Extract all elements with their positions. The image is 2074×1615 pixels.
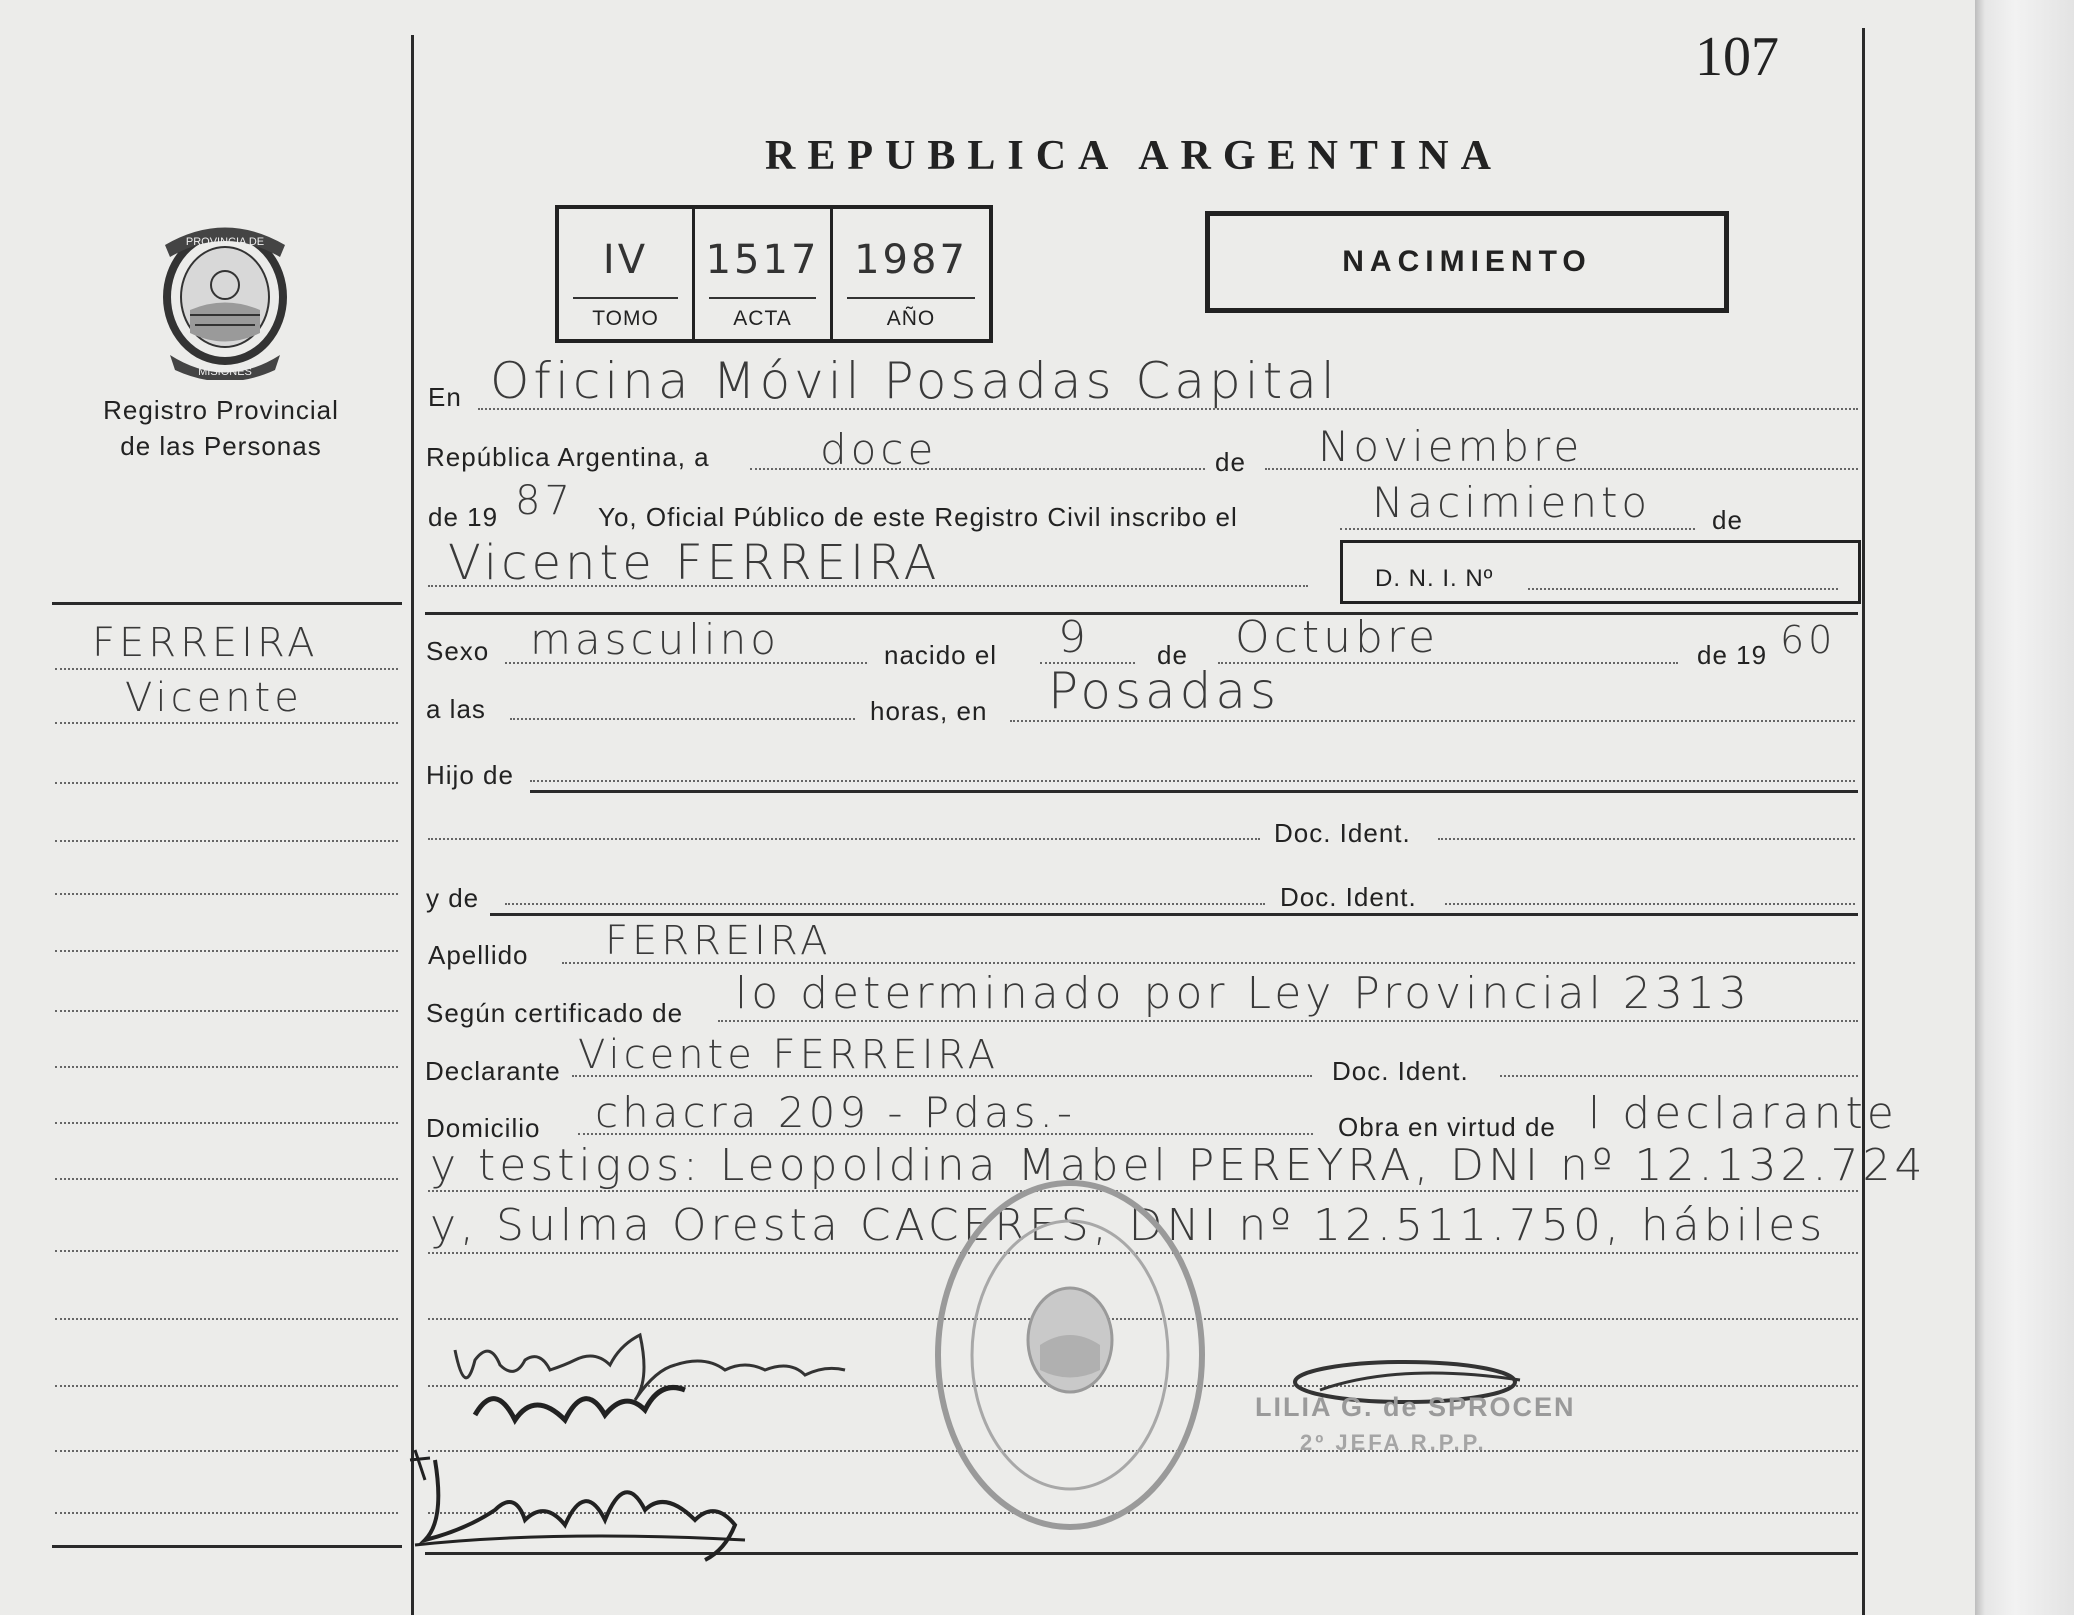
margin-line (55, 1450, 398, 1452)
en-label: En (428, 382, 462, 412)
left-column-rule-bottom (52, 1545, 402, 1548)
yde-label: y de (426, 883, 480, 913)
name-line (428, 585, 1308, 587)
record-box (555, 205, 993, 343)
alas-line (510, 718, 855, 720)
vertical-rule-right (1862, 28, 1865, 1615)
signature-official-icon (405, 1440, 765, 1570)
month-line (1265, 468, 1858, 470)
crest-text-top: PROVINCIA DE (185, 236, 265, 248)
dni-box (1340, 540, 1861, 604)
de2-label: de (1712, 505, 1743, 535)
margin-line (55, 722, 398, 724)
tomo-cell (559, 209, 695, 339)
margin-surname: FERREIRA (92, 620, 319, 666)
margin-line (55, 1385, 398, 1387)
margin-line (55, 782, 398, 784)
registry-name (60, 392, 382, 464)
doc-ident-3-line (1500, 1075, 1858, 1077)
margin-line (55, 840, 398, 842)
margin-line (55, 1250, 398, 1252)
birth-year-value: 60 (1780, 618, 1837, 662)
birth-place: Posadas (1048, 662, 1281, 720)
alas-label: a las (426, 694, 486, 724)
doc-ident-3-label: Doc. Ident. (1332, 1056, 1469, 1086)
registry-line-2: de las Personas (120, 431, 322, 461)
registry-line-1: Registro Provincial (103, 395, 339, 425)
doc-ident-2-line (1445, 903, 1855, 905)
text-line-3: y, Sulma Oresta CACERES, DNI nº 12.511.750, hábiles (430, 1200, 1827, 1251)
margin-line (55, 893, 398, 895)
anio-cell (833, 209, 989, 339)
crest-text-bottom: MISIONES (198, 366, 252, 378)
birth-year-prefix: de 19 (1697, 640, 1768, 670)
day-value: doce (820, 425, 938, 474)
birth-day: 9 (1058, 612, 1090, 663)
sexo-line (505, 662, 867, 664)
margin-line (55, 1010, 398, 1012)
obra-value: l declarante (1588, 1088, 1898, 1139)
form-rule-2 (530, 790, 1858, 793)
provincial-crest-icon (150, 215, 300, 380)
declarante-line (572, 1075, 1312, 1077)
tomo-label: TOMO (592, 307, 659, 330)
yo-text: Yo, Oficial Público de este Registro Civil inscribo el (598, 502, 1238, 532)
vertical-rule-left (411, 35, 414, 1615)
en-value: Oficina Móvil Posadas Capital (490, 352, 1339, 410)
doc-ident-2-label: Doc. Ident. (1280, 882, 1417, 912)
hijo-line (530, 780, 1855, 782)
margin-line (55, 1512, 398, 1514)
margin-line (55, 1318, 398, 1320)
de1-label: de (1215, 447, 1246, 477)
doc-ident-1-line (1438, 838, 1855, 840)
parent1-line (428, 838, 1260, 840)
birth-month: Octubre (1235, 612, 1440, 663)
acta-cell (695, 209, 833, 339)
segun-line (718, 1020, 1858, 1022)
anio-label: AÑO (886, 307, 936, 330)
sexo-value: masculino (530, 615, 780, 664)
tomo-value: IV (602, 237, 649, 283)
domicilio-value: chacra 209 - Pdas.- (595, 1088, 1077, 1137)
obra-label: Obra en virtud de (1338, 1112, 1556, 1142)
official-name: LILIA G. de SPROCEN (1255, 1392, 1576, 1422)
margin-line (55, 668, 398, 670)
margin-line (55, 1122, 398, 1124)
official-title: 2º JEFA R.P.P. (1300, 1430, 1487, 1455)
declarante-value: Vicente FERREIRA (578, 1032, 1000, 1078)
anio-value: 1987 (854, 237, 968, 283)
country-title: REPUBLICA ARGENTINA (765, 133, 1503, 179)
margin-line (55, 1066, 398, 1068)
page-number: 107 (1695, 26, 1779, 88)
domicilio-label: Domicilio (426, 1113, 541, 1143)
republica-label: República Argentina, a (426, 442, 710, 472)
nacido-label: nacido el (884, 640, 998, 670)
segun-value: lo determinado por Ley Provincial 2313 (735, 968, 1751, 1019)
dni-line (1528, 588, 1838, 590)
birth-month-line (1218, 662, 1678, 664)
segun-label: Según certificado de (426, 998, 684, 1028)
form-rule-3 (490, 913, 1858, 916)
margin-line (55, 950, 398, 952)
text-line-2: y testigos: Leopoldina Mabel PEREYRA, DNI nº 12.132.724 (430, 1140, 1927, 1191)
official-stamp-icon (930, 1175, 1220, 1535)
birth-place-line (1010, 720, 1855, 722)
en-line (478, 408, 1858, 410)
apellido-value: FERREIRA (605, 918, 832, 964)
margin-given-name: Vicente (125, 675, 303, 721)
declarante-label: Declarante (425, 1056, 561, 1086)
hijo-label: Hijo de (426, 760, 514, 790)
record-type-box: NACIMIENTO (1205, 211, 1729, 313)
tomo-rule (573, 297, 678, 299)
left-column-rule-top (52, 602, 402, 605)
acta-value: 1517 (705, 237, 820, 283)
de3-label: de (1157, 640, 1188, 670)
horas-label: horas, en (870, 696, 988, 726)
signature-declarant-icon (445, 1320, 865, 1440)
margin-line (55, 1178, 398, 1180)
month-value: Noviembre (1318, 422, 1584, 471)
doc-ident-1-label: Doc. Ident. (1274, 818, 1411, 848)
anio-rule (847, 297, 975, 299)
year-value: 87 (515, 478, 574, 524)
acta-label: ACTA (733, 307, 792, 330)
day-line (750, 468, 1205, 470)
year-prefix: de 19 (428, 502, 499, 532)
inscribo-value: Nacimiento (1372, 478, 1652, 527)
acta-rule (709, 297, 816, 299)
parent2-line (505, 903, 1265, 905)
inscribo-line (1340, 528, 1695, 530)
dni-label: D. N. I. Nº (1375, 565, 1494, 592)
page-edge (1975, 0, 2074, 1615)
sexo-label: Sexo (426, 636, 490, 666)
apellido-label: Apellido (428, 940, 529, 970)
domicilio-line (578, 1133, 1313, 1135)
name-value: Vicente FERREIRA (448, 535, 941, 591)
apellido-line (562, 962, 1855, 964)
